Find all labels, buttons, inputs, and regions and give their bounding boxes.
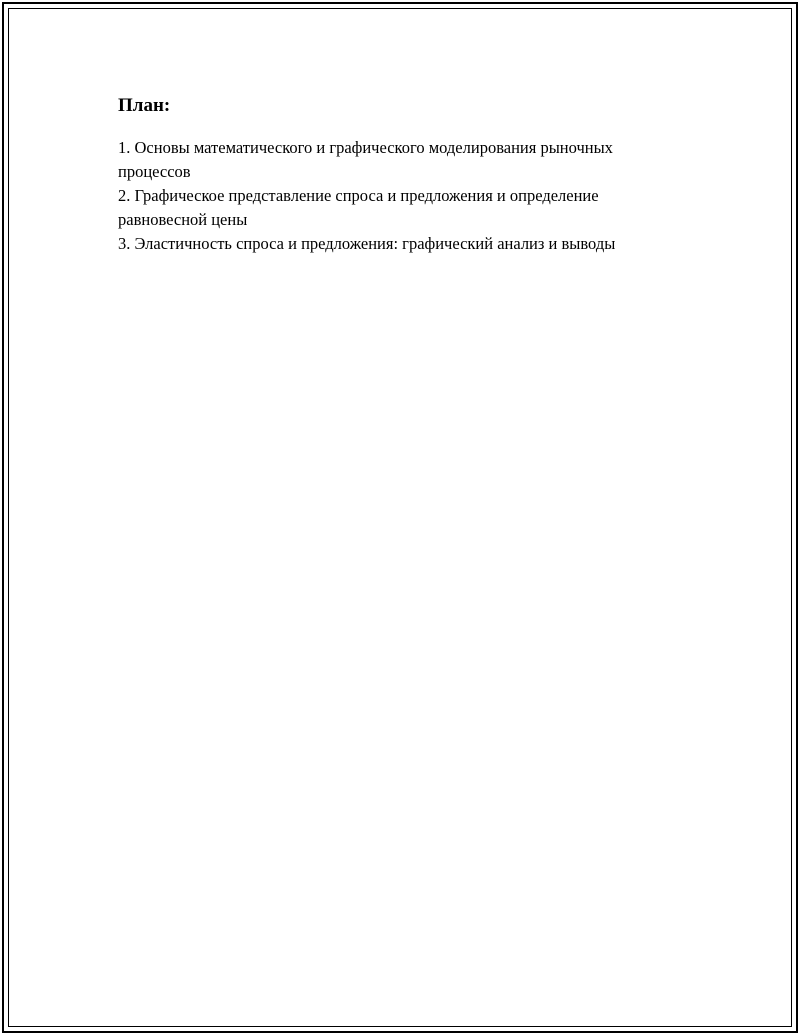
plan-item-3: 3. Эластичность спроса и предложения: графический анализ и выводы — [118, 234, 616, 253]
document-content — [118, 92, 688, 256]
plan-list — [118, 136, 688, 256]
plan-item-2: 2. Графическое представление спроса и предложения и определение равновесной цены — [118, 186, 599, 229]
plan-title: План: — [118, 95, 171, 116]
plan-item-1: 1. Основы математического и графического моделирования рыночных процессов — [118, 138, 613, 181]
